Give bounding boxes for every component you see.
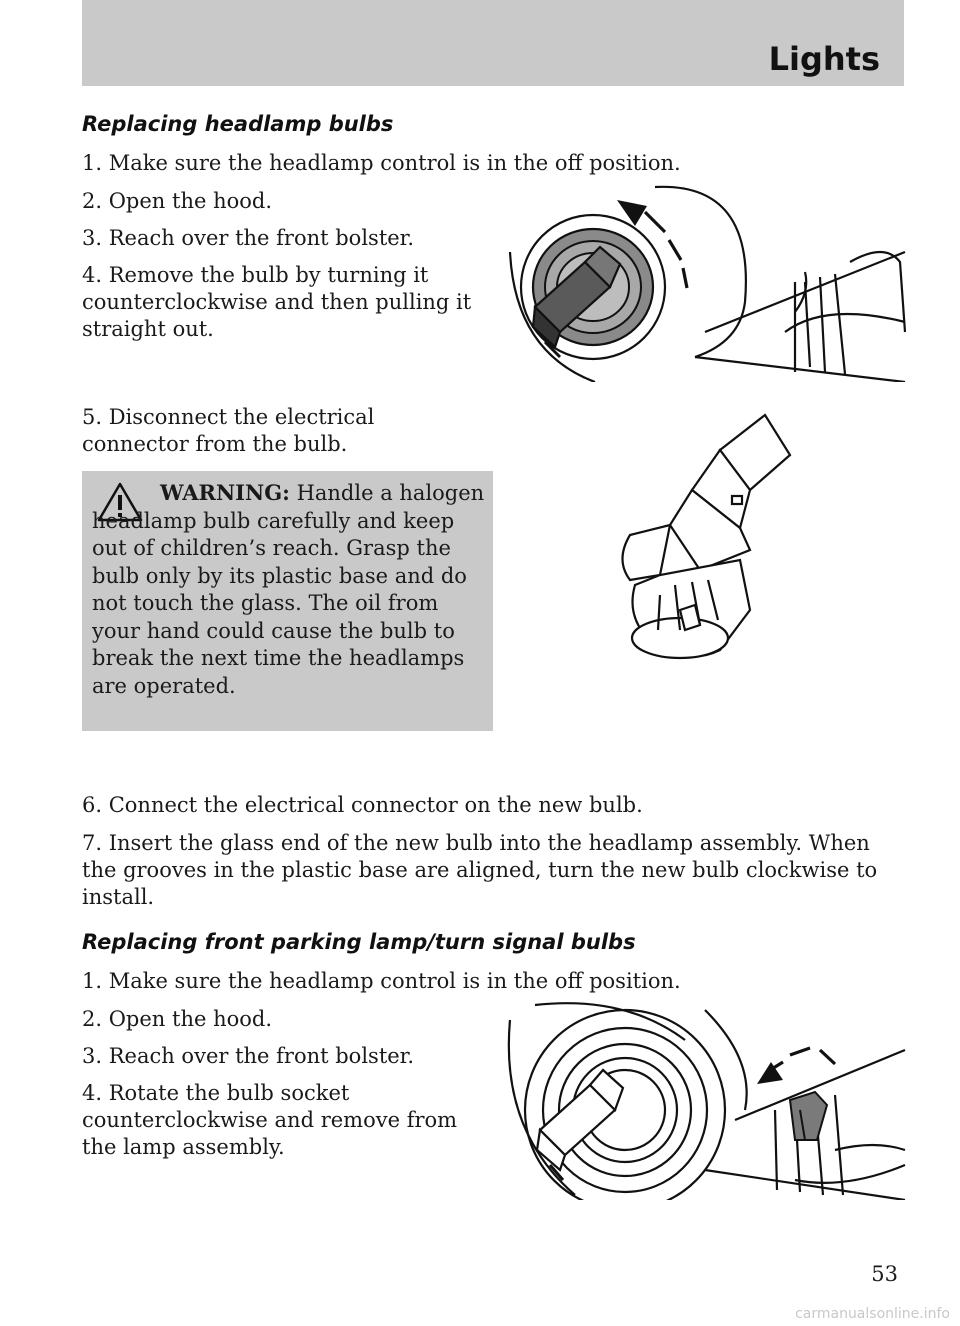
section-title: Lights: [768, 40, 880, 78]
step-text: 1. Make sure the headlamp control is in the off position.: [82, 969, 681, 993]
halogen-bulb-illustration: [600, 410, 820, 670]
step-text: 7. Insert the glass end of the new bulb into the headlamp assembly. When the grooves in the plastic base are aligned, turn the new bulb clockwise to install.: [82, 831, 878, 909]
step-text: 4. Remove the bulb by turning it counterclockwise and then pulling it straight out.: [82, 263, 472, 341]
headlamp-socket-illustration: [505, 182, 910, 382]
section-heading-headlamp: Replacing headlamp bulbs: [82, 112, 394, 136]
step-text: 2. Open the hood.: [82, 1007, 272, 1031]
warning-label: WARNING:: [160, 480, 290, 505]
warning-text: [92, 479, 487, 700]
page-number: 53: [871, 1262, 898, 1286]
step-text: 6. Connect the electrical connector on the new bulb.: [82, 793, 643, 817]
warning-box: [82, 471, 493, 731]
step-text: 3. Reach over the front bolster.: [82, 226, 415, 250]
warning-body: Handle a halogen headlamp bulb carefully and keep out of children’s reach. Grasp the bulb only by its plastic base and do not touch the glass. The oil from your hand could cause the bulb to break the next time the headlamps are operated.: [92, 481, 485, 698]
step-text: 1. Make sure the headlamp control is in the off position.: [82, 151, 681, 175]
watermark: carmanualsonline.info: [795, 1306, 950, 1322]
step-text: 2. Open the hood.: [82, 189, 272, 213]
step-text: 5. Disconnect the electrical connector from the bulb.: [82, 405, 375, 456]
section-heading-parking-lamp: Replacing front parking lamp/turn signal bulbs: [82, 930, 636, 954]
step-text: 4. Rotate the bulb socket counterclockwise and remove from the lamp assembly.: [82, 1081, 458, 1159]
step-text: 3. Reach over the front bolster.: [82, 1044, 415, 1068]
parking-lamp-socket-illustration: [505, 1000, 910, 1200]
